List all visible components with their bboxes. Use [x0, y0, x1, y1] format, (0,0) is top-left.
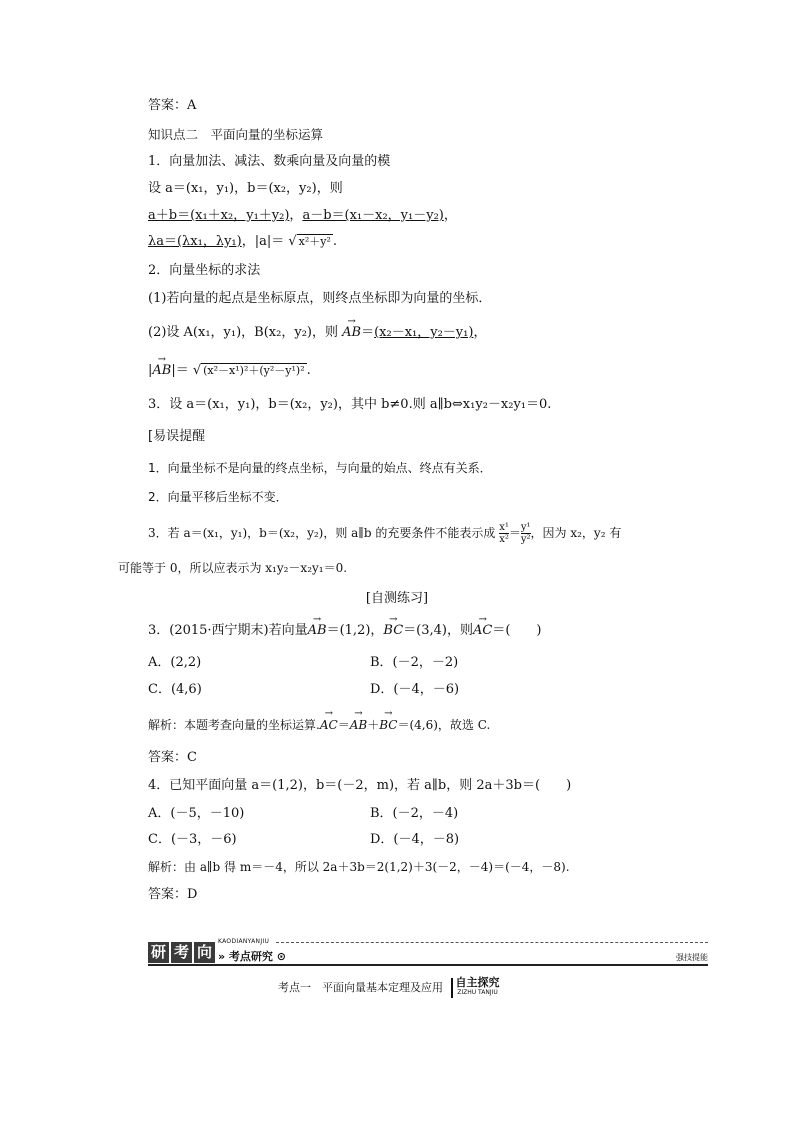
fraction-y — [521, 522, 531, 545]
q3-sol-eq: ＝ — [337, 718, 350, 732]
banner-char-1: 研 — [148, 942, 169, 963]
answer-a: 答案：A — [148, 98, 197, 113]
frac-y-num: y¹ — [520, 522, 531, 533]
q3-vec-ab: → AB — [308, 622, 327, 640]
q4-option-d: D．(－4，－8) — [370, 832, 460, 847]
q3-stem-pre: 3．(2015·西宁期末)若向量 — [148, 623, 308, 638]
item3: 3．设 a＝(x₁，y₁)，b＝(x₂，y₂)，其中 b≠0.则 a∥b⇔x₁y₂－x₂y₁＝0. — [148, 397, 552, 412]
q3-sol-ac: → AC — [320, 716, 338, 734]
q3-vec-bc: → BC — [383, 622, 403, 640]
frac-x-den: x² — [499, 534, 509, 545]
item1-line3: λa＝(λx₁，λy₁)，|a|＝ √ x²＋y² . — [148, 234, 338, 249]
vector-diff: a－b＝(x₁－x₂，y₁－y₂) — [302, 208, 444, 223]
item2-p2: (2)设 A(x₁，y₁)，B(x₂，y₂)，则 → AB＝(x₂－x₁，y₂－y₁)， — [148, 324, 486, 342]
section-title: 知识点二 平面向量的坐标运算 — [148, 127, 324, 142]
tip2: 2．向量平移后坐标不变． — [148, 490, 288, 504]
tip3-line2: 可能等于 0，所以应表示为 x₁y₂－x₂y₁＝0. — [118, 561, 348, 575]
section-banner — [148, 940, 708, 966]
vector-ab-mod: → AB — [152, 362, 171, 380]
q3-stem-post: ＝( ) — [492, 623, 542, 638]
q4-option-a: A．(－5，－10) — [148, 806, 245, 821]
vector-scalar: λa＝(λx₁，λy₁) — [148, 234, 242, 249]
fraction-x — [499, 522, 509, 545]
banner-pinyin: KAODIANYANJIU — [218, 938, 270, 945]
banner-title: » 考点研究 ⊙ — [218, 950, 286, 963]
mod-ab-sqrt: (x²－x¹)²＋(y²－y¹)² — [203, 364, 305, 377]
frac-y-den: y² — [520, 534, 531, 545]
footer-topic-text: 考点一 平面向量基本定理及应用 — [278, 981, 443, 994]
item2-p2-pre: (2)设 A(x₁，y₁)，B(x₂，y₂)，则 — [148, 325, 338, 340]
item2-title: 2．向量坐标的求法 — [148, 263, 261, 278]
item2-p1: (1)若向量的起点是坐标原点，则终点坐标即为向量的坐标． — [148, 291, 492, 306]
q3-vec-ac: → AC — [473, 622, 492, 640]
tip1: 1．向量坐标不是向量的终点坐标，与向量的始点、终点有关系． — [148, 461, 492, 475]
footer-topic — [278, 978, 500, 998]
q3-option-c: C．(4,6) — [148, 682, 202, 697]
item1-line2: a＋b＝(x₁＋x₂，y₁＋y₂)，a－b＝(x₁－x₂，y₁－y₂)， — [148, 208, 457, 223]
frac-x-num: x¹ — [499, 522, 509, 533]
q3-sol-bc: → BC — [379, 716, 397, 734]
footer-tag-pinyin: ZIZHU TANJIU — [457, 989, 498, 996]
tip3: 3．若 a＝(x₁，y₁)，b＝(x₂，y₂)，则 a∥b 的充要条件不能表示成 $\frac{\text{x¹}}{\text{x²}}$ ＝ $\frac{\text{y¹}}{\text{y²}}$ ，因为 x₂，y₂ 有 — [148, 522, 622, 545]
vector-ab-value: (x₂－x₁，y₂－y₁) — [374, 325, 474, 340]
q3-option-a: A．(2,2) — [148, 655, 202, 670]
tips-title: [易误提醒 — [148, 429, 206, 444]
q3-sol-plus: ＋ — [367, 718, 380, 732]
banner-char-2: 考 — [171, 942, 192, 963]
vector-ab: → AB — [342, 324, 361, 342]
tip3-pre: 3．若 a＝(x₁，y₁)，b＝(x₂，y₂)，则 a∥b 的充要条件不能表示成 — [148, 526, 496, 540]
q3-sol-post: ＝(4,6)，故选 C. — [397, 718, 491, 732]
q3-solution — [148, 716, 490, 734]
q3-stem-mid2: ＝(3,4)，则 — [403, 623, 473, 638]
q3-option-d: D．(－4，－6) — [370, 682, 460, 697]
vector-mod: |a|＝ — [254, 234, 285, 249]
footer-tag — [451, 978, 500, 998]
q4-option-c: C．(－3，－6) — [148, 832, 237, 847]
footer-tag-text: 自主探究 — [455, 976, 500, 989]
q4-stem: 4．已知平面向量 a＝(1,2)，b＝(－2，m)，若 a∥b，则 2a＋3b＝( ) — [148, 778, 572, 793]
q3-sol-pre: 解析：本题考查向量的坐标运算. — [148, 718, 320, 732]
item1-title: 1．向量加法、减法、数乘向量及向量的模 — [148, 154, 391, 169]
q4-answer: 答案：D — [148, 887, 198, 902]
vector-sum: a＋b＝(x₁＋x₂，y₁＋y₂) — [148, 208, 290, 223]
banner-right-label: 强技提能 — [676, 953, 708, 962]
q4-option-b: B．(－2，－4) — [370, 806, 459, 821]
banner-rule — [148, 964, 708, 966]
q3-option-b: B．(－2，－2) — [370, 655, 459, 670]
tip3-post: ，因为 x₂，y₂ 有 — [530, 526, 622, 540]
item2-mod: |→ AB|＝ √ (x²－x¹)²＋(y²－y¹)² . — [148, 362, 311, 380]
q4-solution: 解析：由 a∥b 得 m＝－4，所以 2a＋3b＝2(1,2)＋3(－2，－4)＝(－4，－8). — [148, 860, 570, 874]
q3-sol-ab: → AB — [350, 716, 367, 734]
q3-answer: 答案：C — [148, 750, 197, 765]
q3-stem-mid1: ＝(1,2)， — [326, 623, 384, 638]
self-test-title: [自测练习] — [365, 591, 429, 606]
q3-stem — [148, 622, 542, 640]
banner-dash-line — [276, 942, 708, 943]
item1-line1: 设 a＝(x₁，y₁)，b＝(x₂，y₂)，则 — [148, 181, 343, 196]
mod-sqrt: x²＋y² — [298, 235, 331, 248]
banner-char-3: 向 — [194, 942, 215, 963]
